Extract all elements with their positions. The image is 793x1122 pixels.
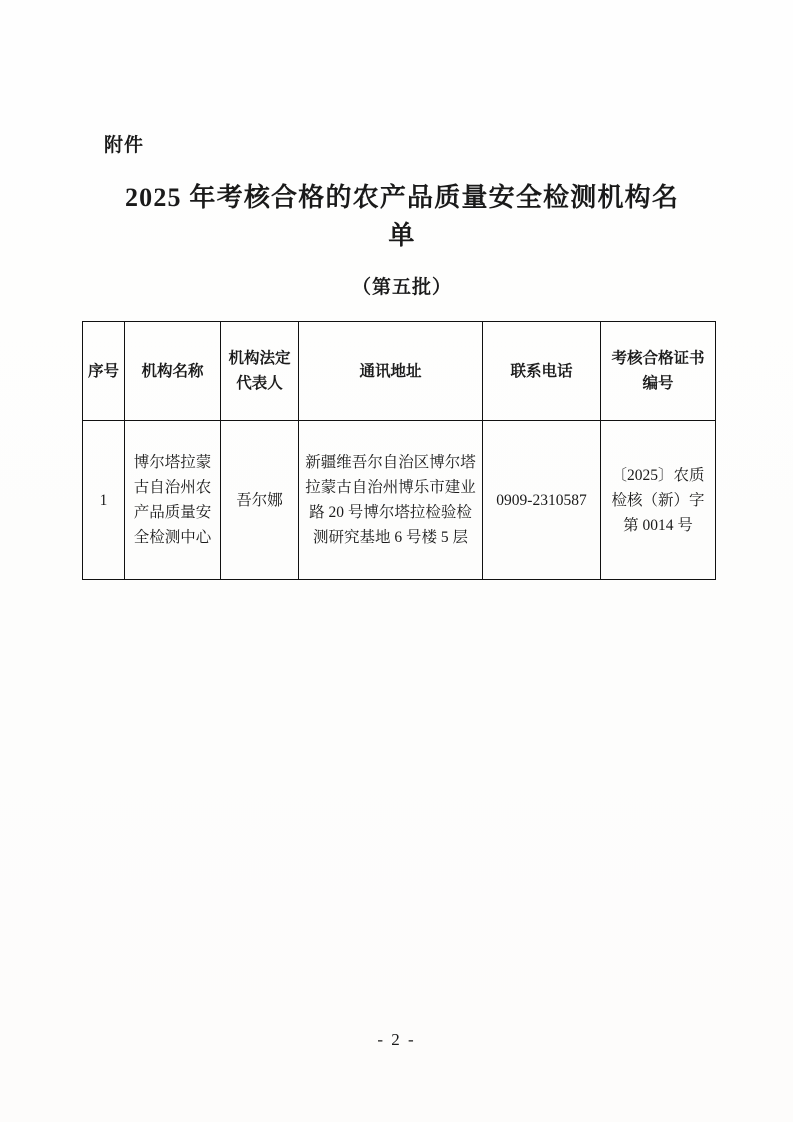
column-header-org-name: 机构名称 bbox=[125, 322, 221, 421]
cell-certificate-no: 〔2025〕农质检核（新）字第 0014 号 bbox=[601, 421, 716, 580]
document-content bbox=[82, 130, 722, 580]
cell-phone: 0909-2310587 bbox=[483, 421, 601, 580]
cell-address: 新疆维吾尔自治区博尔塔拉蒙古自治州博乐市建业路 20 号博尔塔拉检验检测研究基地 6 号楼 5 层 bbox=[299, 421, 483, 580]
table-row bbox=[83, 421, 716, 580]
column-header-index: 序号 bbox=[83, 322, 125, 421]
page-subtitle: （第五批） bbox=[351, 277, 452, 299]
table-header-row bbox=[83, 322, 716, 421]
attachment-label: 附件 bbox=[104, 135, 145, 156]
column-header-address: 通讯地址 bbox=[299, 322, 483, 421]
column-header-phone: 联系电话 bbox=[483, 322, 601, 421]
page-number bbox=[0, 1030, 793, 1050]
cell-index: 1 bbox=[83, 421, 125, 580]
column-header-certificate-no: 考核合格证书编号 bbox=[601, 322, 716, 421]
cell-org-name: 博尔塔拉蒙古自治州农产品质量安全检测中心 bbox=[125, 421, 221, 580]
page-number-text: - 2 - bbox=[377, 1030, 416, 1049]
cell-legal-rep: 吾尔娜 bbox=[221, 421, 299, 580]
page-title: 2025 年考核合格的农产品质量安全检测机构名单 bbox=[124, 183, 680, 250]
agency-table bbox=[82, 321, 716, 580]
column-header-legal-rep: 机构法定代表人 bbox=[221, 322, 299, 421]
